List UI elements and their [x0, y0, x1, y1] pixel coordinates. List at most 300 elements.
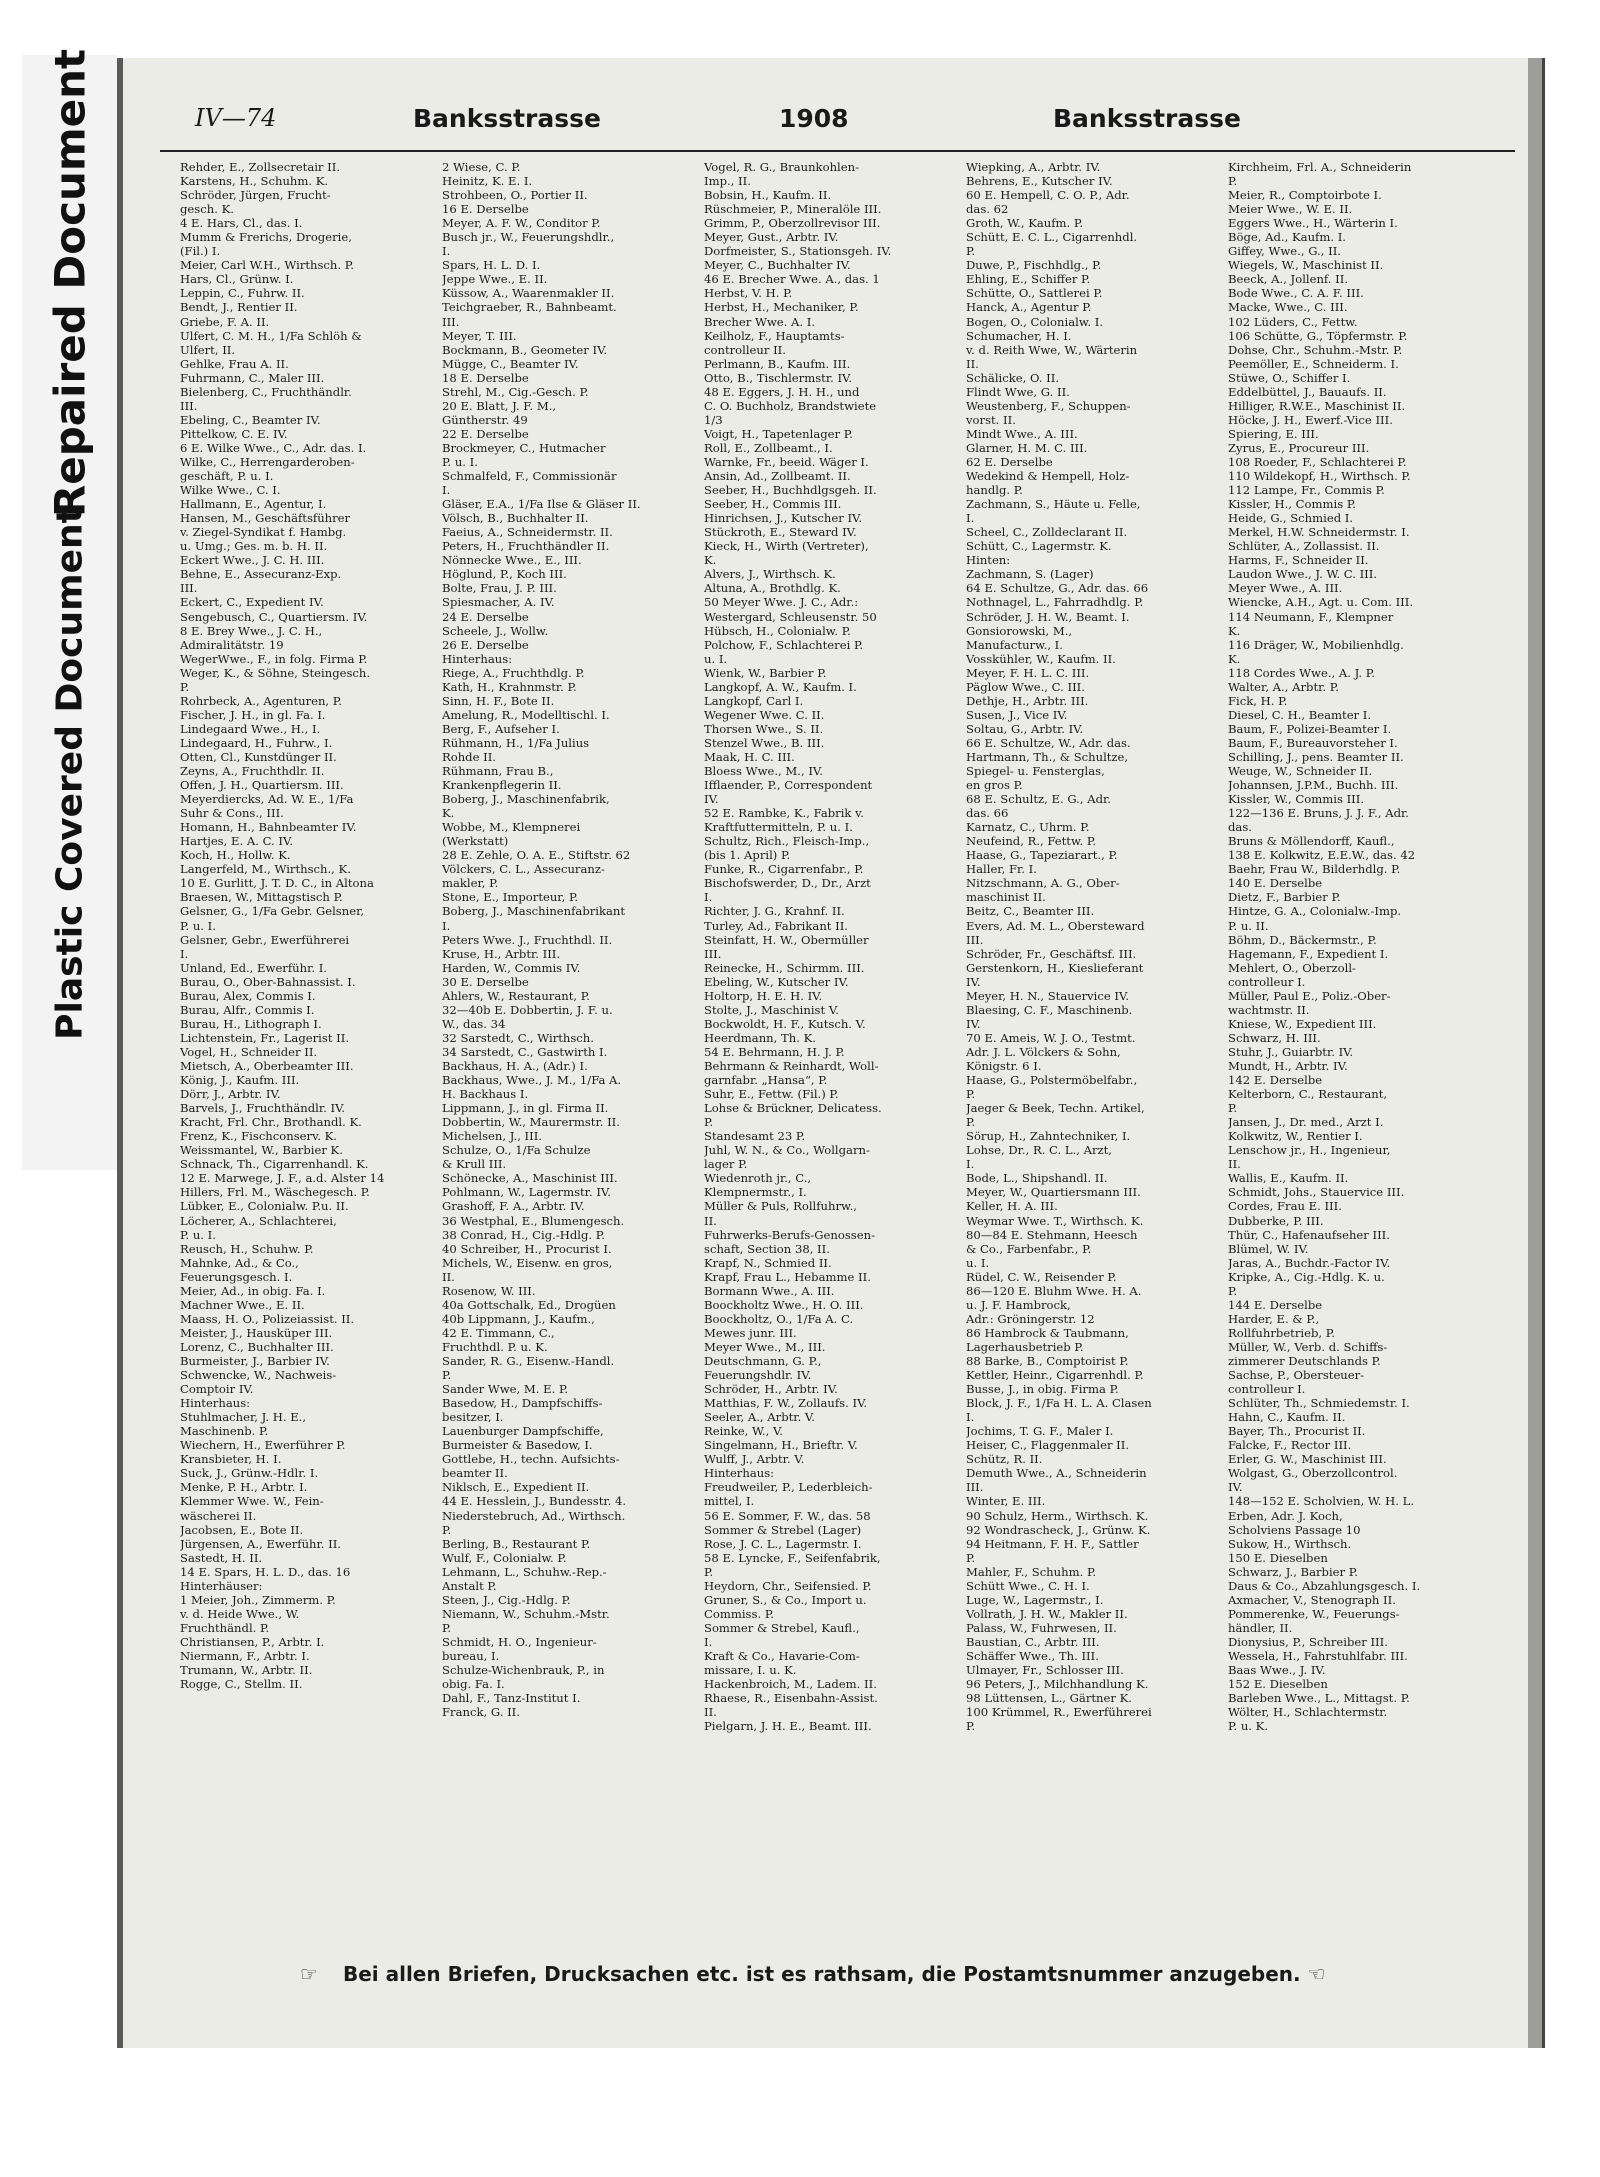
- directory-entry-line: Bogen, O., Colonialw. I.: [966, 314, 1104, 329]
- plastic-covered-label: Plastic Covered Document: [49, 505, 90, 1040]
- directory-entry-line: 30 E. Derselbe: [442, 974, 529, 989]
- directory-entry-line: Fick, H. P.: [1228, 693, 1288, 708]
- directory-entry-line: Hinterhaus:: [442, 651, 513, 666]
- directory-entry-line: Berg, F., Aufseher I.: [442, 721, 560, 736]
- directory-entry-line: Sander, R. G., Eisenw.-Handl.: [442, 1353, 615, 1368]
- directory-entry-line: Kraftfuttermitteln, P. u. I.: [704, 820, 853, 835]
- directory-entry-line: Wilke, C., Herrengarderoben-: [180, 454, 355, 469]
- directory-entry-line: Hinterhaus:: [704, 1466, 775, 1481]
- directory-entry-line: Hallmann, E., Agentur, I.: [180, 497, 327, 512]
- directory-entry-line: Scholviens Passage 10: [1228, 1522, 1361, 1537]
- directory-entry-line: 148—152 E. Scholvien, W. H. L.: [1228, 1494, 1415, 1509]
- directory-entry-line: Laudon Wwe., J. W. C. III.: [1228, 567, 1378, 582]
- directory-entry-line: Manufacturw., I.: [966, 637, 1063, 652]
- directory-entry-line: Boberg, J., Maschinenfabrik,: [442, 792, 610, 807]
- directory-entry-line: Wölter, H., Schlachtermstr.: [1228, 1705, 1388, 1720]
- directory-entry-line: Scheel, C., Zolldeclarant II.: [966, 525, 1128, 540]
- directory-entry-line: makler, P.: [442, 876, 499, 891]
- directory-entry-line: Behrmann & Reinhardt, Woll-: [704, 1059, 879, 1073]
- directory-entry-line: II.: [1228, 1157, 1241, 1172]
- directory-entry-line: 8 E. Brey Wwe., J. C. H.,: [180, 623, 323, 638]
- directory-entry-line: Christiansen, P., Arbtr. I.: [180, 1634, 325, 1649]
- directory-entry-line: 32—40b E. Dobbertin, J. F. u.: [442, 1002, 613, 1017]
- directory-entry-line: Mietsch, A., Oberbeamter III.: [180, 1059, 354, 1073]
- directory-entry-line: Königstr. 6 I.: [966, 1059, 1042, 1073]
- directory-entry-line: III.: [180, 581, 198, 596]
- directory-entry-line: Schlüter, A., Zollassist. II.: [1228, 539, 1380, 554]
- directory-entry-line: Hackenbroich, M., Ladem. II.: [704, 1677, 877, 1692]
- directory-entry-line: Dubberke, P. III.: [1228, 1213, 1324, 1228]
- directory-entry-line: I.: [704, 890, 713, 905]
- directory-entry-line: (Fil.) I.: [180, 244, 221, 259]
- directory-entry-line: Kirchheim, Frl. A., Schneiderin: [1228, 160, 1412, 174]
- directory-entry-line: Hinterhäuser:: [180, 1578, 263, 1593]
- directory-entry-line: Rogge, C., Stellm. II.: [180, 1677, 303, 1692]
- directory-entry-line: Zeyns, A., Fruchthdlr. II.: [180, 764, 325, 779]
- directory-entry-line: Rose, J. C. L., Lagermstr. I.: [704, 1536, 862, 1551]
- directory-entry-line: Höglund, P., Koch III.: [442, 567, 567, 582]
- directory-entry-line: Schütt, C., Lagermstr. K.: [966, 539, 1112, 554]
- directory-entry-line: Meister, J., Hausküper III.: [180, 1325, 333, 1340]
- directory-entry-line: 86—120 E. Bluhm Wwe. H. A.: [966, 1283, 1142, 1298]
- directory-entry-line: 110 Wildekopf, H., Wirthsch. P.: [1228, 469, 1411, 484]
- directory-entry-line: Krapf, Frau L., Hebamme II.: [704, 1269, 871, 1284]
- directory-entry-line: Lichtenstein, Fr., Lagerist II.: [180, 1030, 350, 1045]
- directory-entry-line: bureau, I.: [442, 1648, 500, 1663]
- directory-entry-line: Scheele, J., Wollw.: [442, 623, 549, 638]
- directory-entry-line: Stolte, J., Maschinist V.: [704, 1002, 839, 1017]
- directory-entry-line: Rhaese, R., Eisenbahn-Assist.: [704, 1691, 878, 1706]
- directory-entry-line: Mahler, F., Schuhm. P.: [966, 1564, 1097, 1579]
- directory-entry-line: Lenschow jr., H., Ingenieur,: [1228, 1143, 1391, 1158]
- directory-entry-line: 20 E. Blatt, J. F. M.,: [442, 398, 557, 413]
- directory-entry-line: Wiegels, W., Maschinist II.: [1228, 258, 1384, 273]
- directory-entry-line: Pommerenke, W., Feuerungs-: [1228, 1606, 1400, 1621]
- directory-entry-line: Rollfuhrbetrieb, P.: [1228, 1325, 1335, 1340]
- directory-column-3: [704, 160, 960, 1940]
- directory-entry-line: Wienk, W., Barbier P.: [704, 665, 827, 680]
- directory-entry-line: Hahn, C., Kaufm. II.: [1228, 1410, 1346, 1425]
- directory-entry-line: Admiralitätstr. 19: [180, 637, 284, 652]
- directory-entry-line: Falcke, F., Rector III.: [1228, 1438, 1352, 1453]
- directory-entry-line: 118 Cordes Wwe., A. J. P.: [1228, 665, 1375, 680]
- directory-entry-line: lager P.: [704, 1157, 748, 1172]
- directory-entry-line: missare, I. u. K.: [704, 1663, 797, 1678]
- directory-entry-line: Backhaus, H. A., (Adr.) I.: [442, 1059, 588, 1073]
- directory-entry-line: Otten, Cl., Kunstdünger II.: [180, 749, 337, 764]
- directory-entry-line: Mundt, H., Arbtr. IV.: [1228, 1059, 1348, 1073]
- directory-entry-line: Kraft & Co., Havarie-Com-: [704, 1648, 860, 1663]
- directory-entry-line: Perlmann, B., Kaufm. III.: [704, 356, 851, 371]
- directory-entry-line: maschinist II.: [966, 890, 1046, 905]
- directory-entry-line: Hars, Cl., Grünw. I.: [180, 272, 294, 287]
- directory-entry-line: Baum, F., Bureauvorsteher I.: [1228, 735, 1398, 750]
- directory-entry-line: Krapf, N., Schmied II.: [704, 1255, 832, 1270]
- directory-entry-line: Suck, J., Grünw.-Hdlr. I.: [180, 1466, 319, 1481]
- directory-entry-line: 26 E. Derselbe: [442, 637, 529, 652]
- directory-entry-line: III.: [704, 946, 722, 961]
- directory-entry-line: Jaeger & Beek, Techn. Artikel,: [966, 1101, 1145, 1116]
- directory-entry-line: II.: [704, 1213, 717, 1228]
- directory-entry-line: Ifflaender, P., Correspondent: [704, 778, 873, 793]
- directory-entry-line: Hilliger, R.W.E., Maschinist II.: [1228, 398, 1406, 413]
- directory-entry-line: Demuth Wwe., A., Schneiderin: [966, 1466, 1147, 1481]
- directory-entry-line: Pohlmann, W., Lagermstr. IV.: [442, 1185, 611, 1200]
- directory-entry-line: Kissler, W., Commis III.: [1228, 792, 1365, 807]
- directory-entry-line: Frenz, K., Fischconserv. K.: [180, 1129, 337, 1144]
- directory-entry-line: Weissmantel, W., Barbier K.: [180, 1143, 343, 1158]
- directory-entry-line: P. u. I.: [442, 454, 478, 469]
- directory-entry-line: Keilholz, F., Hauptamts-: [704, 328, 845, 343]
- directory-entry-line: Grimm, P., Oberzollrevisor III.: [704, 216, 881, 231]
- directory-entry-line: Gruner, S., & Co., Import u.: [704, 1592, 867, 1607]
- directory-entry-line: (bis 1. April) P.: [704, 848, 791, 863]
- directory-entry-line: Spars, H. L. D. I.: [442, 258, 541, 273]
- directory-entry-line: 62 E. Derselbe: [966, 454, 1053, 469]
- directory-entry-line: Lübker, E., Colonialw. P.u. II.: [180, 1199, 349, 1214]
- directory-entry-line: Langkopf, Carl I.: [704, 693, 804, 708]
- directory-entry-line: I.: [966, 1157, 975, 1172]
- directory-entry-line: 80—84 E. Stehmann, Heesch: [966, 1227, 1138, 1242]
- directory-entry-line: Hinrichsen, J., Kutscher IV.: [704, 511, 863, 526]
- directory-entry-line: Polchow, F., Schlachterei P.: [704, 637, 864, 652]
- directory-entry-line: Wolgast, G., Oberzollcontrol.: [1228, 1466, 1398, 1481]
- directory-entry-line: obig. Fa. I.: [442, 1677, 505, 1692]
- directory-entry-line: Altuna, A., Brothdlg. K.: [704, 581, 841, 596]
- directory-entry-line: Gonsiorowski, M.,: [966, 623, 1073, 638]
- directory-entry-line: 32 Sarstedt, C., Wirthsch.: [442, 1030, 594, 1045]
- directory-entry-line: 4 E. Hars, Cl., das. I.: [180, 216, 303, 231]
- directory-entry-line: P. u. II.: [1228, 918, 1269, 933]
- directory-entry-line: Vollrath, J. H. W., Makler II.: [966, 1606, 1128, 1621]
- directory-entry-line: Schütte, O., Sattlerei P.: [966, 286, 1103, 301]
- directory-entry-line: Freudweiler, P., Lederbleich-: [704, 1480, 873, 1495]
- directory-entry-line: Dorfmeister, S., Stationsgeh. IV.: [704, 244, 892, 259]
- directory-entry-line: Wedekind & Hempell, Holz-: [966, 469, 1130, 484]
- directory-entry-line: Michelsen, J., III.: [442, 1129, 542, 1144]
- directory-entry-line: 86 Hambrock & Taubmann,: [966, 1325, 1129, 1340]
- directory-entry-line: II.: [442, 1269, 455, 1284]
- directory-entry-line: Vogel, R. G., Braunkohlen-: [704, 160, 859, 174]
- directory-entry-line: 96 Peters, J., Milchhandlung K.: [966, 1677, 1149, 1692]
- directory-entry-line: gesch. K.: [180, 202, 234, 217]
- directory-entry-line: Löcherer, A., Schlachterei,: [180, 1213, 337, 1228]
- directory-entry-line: Nothnagel, L., Fahrradhdlg. P.: [966, 595, 1144, 610]
- directory-entry-line: Axmacher, V., Stenograph II.: [1228, 1592, 1396, 1607]
- directory-entry-line: 52 E. Rambke, K., Fabrik v.: [704, 806, 864, 821]
- directory-entry-line: 50 Meyer Wwe. J. C., Adr.:: [704, 595, 859, 610]
- directory-entry-line: Standesamt 23 P.: [704, 1129, 806, 1144]
- directory-entry-line: Holtorp, H. E. H. IV.: [704, 988, 823, 1003]
- directory-entry-line: Heiser, C., Flaggenmaler II.: [966, 1438, 1130, 1453]
- directory-entry-line: Otto, B., Tischlermstr. IV.: [704, 370, 853, 385]
- footer-text: Bei allen Briefen, Drucksachen etc. ist es rathsam, die Postamtsnummer anzugeben.: [342, 1962, 1301, 1986]
- directory-entry-line: Schnack, Th., Cigarrenhandl. K.: [180, 1157, 369, 1172]
- directory-entry-line: K.: [442, 806, 455, 821]
- directory-entry-line: Klemmer Wwe. W., Fein-: [180, 1494, 324, 1509]
- directory-entry-line: 2 Wiese, C. P.: [442, 160, 521, 174]
- directory-entry-line: Schwarz, H. III.: [1228, 1030, 1321, 1045]
- directory-entry-line: Eddelbüttel, J., Bauaufs. II.: [1228, 384, 1387, 399]
- directory-entry-line: geschäft, P. u. I.: [180, 469, 274, 484]
- directory-entry-line: Mügge, C., Beamter IV.: [442, 356, 579, 371]
- directory-entry-line: Baustian, C., Arbtr. III.: [966, 1634, 1100, 1649]
- directory-entry-line: P. u. K.: [1228, 1719, 1269, 1734]
- directory-entry-line: Hintze, G. A., Colonialw.-Imp.: [1228, 904, 1402, 919]
- directory-entry-line: Mumm & Frerichs, Drogerie,: [180, 230, 352, 245]
- directory-entry-line: Behne, E., Assecuranz-Exp.: [180, 567, 342, 582]
- directory-entry-line: Burau, Alfr., Commis I.: [180, 1002, 315, 1017]
- directory-entry-line: Busch jr., W., Feuerungshdlr.,: [442, 230, 615, 245]
- directory-entry-line: Schälicke, O. II.: [966, 370, 1060, 385]
- directory-entry-line: u. Umg.; Ges. m. b. H. II.: [180, 539, 328, 554]
- directory-entry-line: Ebeling, C., Beamter IV.: [180, 412, 321, 427]
- directory-entry-line: Gerstenkorn, H., Kieslieferant: [966, 960, 1144, 975]
- directory-entry-line: u. J. F. Hambrock,: [966, 1297, 1071, 1312]
- directory-entry-line: v. d. Heide Wwe., W.: [180, 1606, 300, 1621]
- directory-entry-line: Bockmann, B., Geometer IV.: [442, 342, 608, 357]
- directory-entry-line: Schultz, Rich., Fleisch-Imp.,: [704, 834, 870, 849]
- directory-entry-line: Meyer, A. F. W., Conditor P.: [442, 216, 601, 231]
- directory-entry-line: Kruse, H., Arbtr. III.: [442, 946, 561, 961]
- directory-entry-line: Barvels, J., Fruchthändlr. IV.: [180, 1101, 346, 1116]
- directory-entry-line: Herbst, V. H. P.: [704, 286, 793, 301]
- directory-entry-line: controlleur I.: [1228, 974, 1306, 989]
- directory-entry-line: Hansen, M., Geschäftsführer: [180, 511, 351, 526]
- directory-entry-line: Baum, F., Polizei-Beamter I.: [1228, 721, 1392, 736]
- directory-entry-line: v. d. Reith Wwe, W., Wärterin: [966, 342, 1138, 357]
- directory-entry-line: Dietz, F., Barbier P.: [1228, 890, 1341, 905]
- directory-entry-line: Müller, Paul E., Poliz.-Ober-: [1228, 988, 1391, 1003]
- directory-entry-line: H. Backhaus I.: [442, 1087, 529, 1102]
- directory-entry-line: Erben, Adr. J. Koch,: [1228, 1508, 1343, 1523]
- directory-entry-line: Hillers, Frl. M., Wäschegesch. P.: [180, 1185, 370, 1200]
- directory-entry-line: Jaras, A., Buchdr.-Factor IV.: [1228, 1255, 1391, 1270]
- directory-entry-line: Schulze-Wichenbrauk, P., in: [442, 1663, 605, 1678]
- directory-entry-line: Sengebusch, C., Quartiersm. IV.: [180, 609, 368, 624]
- directory-entry-line: 34 Sarstedt, C., Gastwirth I.: [442, 1044, 608, 1059]
- directory-entry-line: Wiechern, H., Ewerführer P.: [180, 1438, 346, 1453]
- directory-entry-line: wachtmstr. II.: [1228, 1002, 1310, 1017]
- directory-entry-line: 150 E. Dieselben: [1228, 1550, 1328, 1565]
- directory-entry-line: Eckert Wwe., J. C. H. III.: [180, 553, 325, 568]
- directory-entry-line: Heydorn, Chr., Seifensied. P.: [704, 1578, 872, 1593]
- directory-entry-line: Nitzschmann, A. G., Ober-: [966, 876, 1120, 891]
- directory-entry-line: Meier, R., Comptoirbote I.: [1228, 188, 1382, 203]
- directory-entry-line: (Werkstatt): [442, 834, 509, 849]
- directory-entry-line: Pittelkow, C. E. IV.: [180, 426, 288, 441]
- directory-entry-line: Juhl, W. N., & Co., Wollgarn-: [704, 1143, 870, 1158]
- year: 1908: [779, 104, 849, 133]
- directory-entry-line: Soltau, G., Arbtr. IV.: [966, 721, 1084, 736]
- directory-entry-line: Block, J. F., 1/Fa H. L. A. Clasen: [966, 1396, 1152, 1411]
- directory-entry-line: Adr.: Gröningerstr. 12: [966, 1311, 1095, 1326]
- directory-entry-line: Weymar Wwe. T., Wirthsch. K.: [966, 1213, 1144, 1228]
- directory-entry-line: Ulmayer, Fr., Schlosser III.: [966, 1663, 1124, 1678]
- directory-entry-line: Kolkwitz, W., Rentier I.: [1228, 1129, 1363, 1144]
- directory-entry-line: Burau, Alex, Commis I.: [180, 988, 316, 1003]
- directory-entry-line: Maak, H. C. III.: [704, 749, 795, 764]
- directory-entry-line: König, J., Kaufm. III.: [180, 1073, 300, 1088]
- directory-entry-line: I.: [442, 483, 451, 498]
- directory-entry-line: Peters, H., Fruchthändler II.: [442, 539, 610, 554]
- directory-entry-line: garnfabr. „Hansa“, P.: [704, 1073, 828, 1088]
- directory-entry-line: das. 66: [966, 806, 1009, 821]
- directory-entry-line: 48 E. Eggers, J. H. H., und: [704, 384, 860, 399]
- directory-entry-line: Meyer Wwe., A. III.: [1228, 581, 1343, 596]
- directory-entry-line: Dohse, Chr., Schuhm.-Mstr. P.: [1228, 342, 1403, 357]
- directory-entry-line: Cordes, Frau E. III.: [1228, 1199, 1342, 1214]
- directory-entry-line: Reinke, W., V.: [704, 1424, 783, 1439]
- directory-entry-line: 40 Schreiber, H., Procurist I.: [442, 1241, 612, 1256]
- directory-entry-line: Spiering, E. III.: [1228, 426, 1319, 441]
- directory-entry-line: Comptoir IV.: [180, 1382, 254, 1397]
- directory-entry-line: Thür, C., Hafenaufseher III.: [1228, 1227, 1390, 1242]
- directory-entry-line: u. I.: [704, 651, 728, 666]
- directory-entry-line: Feuerungshdlr. IV.: [704, 1368, 812, 1383]
- directory-entry-line: P.: [966, 244, 976, 259]
- directory-entry-line: II.: [704, 1705, 717, 1720]
- directory-entry-line: Jürgensen, A., Ewerführ. II.: [180, 1536, 341, 1551]
- directory-entry-line: Sander Wwe, M. E. P.: [442, 1382, 569, 1397]
- directory-entry-line: 18 E. Derselbe: [442, 370, 529, 385]
- directory-entry-line: III.: [966, 1480, 984, 1495]
- directory-entry-line: Eggers Wwe., H., Wärterin I.: [1228, 216, 1398, 231]
- directory-entry-line: Zachmann, S. (Lager): [966, 567, 1094, 582]
- directory-entry-line: Offen, J. H., Quartiersm. III.: [180, 778, 344, 793]
- directory-entry-line: Hinterhaus:: [180, 1396, 251, 1411]
- directory-entry-line: Völckers, C. L., Assecuranz-: [442, 862, 605, 877]
- street-name-left: Banksstrasse: [413, 104, 601, 133]
- directory-entry-line: Leppin, C., Fuhrw. II.: [180, 286, 305, 301]
- directory-entry-line: Gottlebe, H., techn. Aufsichts-: [442, 1452, 620, 1467]
- directory-entry-line: Faeius, A., Schneidermstr. II.: [442, 525, 613, 540]
- directory-column-4: [966, 160, 1222, 1940]
- directory-entry-line: Langerfeld, M., Wirthsch., K.: [180, 862, 351, 877]
- directory-entry-line: Warnke, Fr., beeid. Wäger I.: [704, 454, 869, 469]
- directory-entry-line: Rühmann, H., 1/Fa Julius: [442, 735, 590, 750]
- directory-entry-line: Fruchthändl. P.: [180, 1620, 270, 1635]
- directory-entry-line: Jeppe Wwe., E. II.: [442, 272, 548, 287]
- directory-entry-line: Bobsin, H., Kaufm. II.: [704, 188, 832, 203]
- directory-entry-line: Schütt Wwe., C. H. I.: [966, 1578, 1090, 1593]
- directory-entry-line: Lippmann, J., in gl. Firma II.: [442, 1101, 609, 1116]
- pointing-hand-left-icon: ☜: [1307, 1962, 1326, 1986]
- directory-entry-line: handlg. P.: [966, 483, 1023, 498]
- directory-entry-line: Barleben Wwe., L., Mittagst. P.: [1228, 1691, 1410, 1706]
- directory-entry-line: P.: [966, 1550, 976, 1565]
- directory-entry-line: Wulff, J., Arbtr. V.: [704, 1452, 805, 1467]
- directory-entry-line: P.: [704, 1115, 714, 1130]
- directory-entry-line: 90 Schulz, Herm., Wirthsch. K.: [966, 1508, 1149, 1523]
- directory-entry-line: Maass, H. O., Polizeiassist. II.: [180, 1311, 355, 1326]
- directory-entry-line: Meyer, T. III.: [442, 328, 517, 343]
- directory-entry-line: Lehmann, L., Schuhw.-Rep.-: [442, 1564, 607, 1579]
- directory-entry-line: Duwe, P., Fischhdlg., P.: [966, 258, 1102, 273]
- directory-entry-line: Lorenz, C., Buchhalter III.: [180, 1339, 334, 1354]
- directory-entry-line: beamter II.: [442, 1466, 508, 1481]
- directory-entry-line: vorst. II.: [966, 412, 1016, 427]
- directory-entry-line: Rüdel, C. W., Reisender P.: [966, 1269, 1117, 1284]
- directory-entry-line: 12 E. Marwege, J. F., a.d. Alster 14: [180, 1171, 385, 1186]
- directory-entry-line: Luge, W., Lagermstr., I.: [966, 1592, 1104, 1607]
- directory-entry-line: I.: [966, 511, 975, 526]
- directory-entry-line: Schlüter, Th., Schmiedemstr. I.: [1228, 1396, 1410, 1411]
- directory-entry-line: Suhr, E., Fettw. (Fil.) P.: [704, 1087, 839, 1102]
- directory-entry-line: Voigt, H., Tapetenlager P.: [704, 426, 853, 441]
- directory-entry-line: wäscherei II.: [180, 1508, 257, 1523]
- directory-entry-line: Stuhlmacher, J. H. E.,: [180, 1410, 307, 1425]
- directory-entry-line: Bode, L., Shipshandl. II.: [966, 1171, 1108, 1186]
- directory-entry-line: 102 Lüders, C., Fettw.: [1228, 314, 1358, 329]
- directory-entry-line: Kissler, H., Commis P.: [1228, 497, 1356, 512]
- directory-entry-line: P.: [180, 679, 190, 694]
- directory-entry-line: Ehling, E., Schiffer P.: [966, 272, 1091, 287]
- directory-entry-line: Stone, E., Importeur, P.: [442, 890, 579, 905]
- directory-entry-line: Meyer, F. H. L. C. III.: [966, 665, 1090, 680]
- directory-entry-line: III.: [180, 398, 198, 413]
- directory-entry-line: 36 Westphal, E., Blumengesch.: [442, 1213, 625, 1228]
- directory-entry-line: Böhm, D., Bäckermstr., P.: [1228, 932, 1377, 947]
- directory-entry-line: 116 Dräger, W., Mobilienhdlg.: [1228, 637, 1404, 652]
- directory-entry-line: 144 E. Derselbe: [1228, 1297, 1323, 1312]
- directory-entry-line: P. u. I.: [180, 918, 216, 933]
- directory-entry-line: Harms, F., Schneider II.: [1228, 553, 1369, 568]
- directory-entry-line: Ebeling, W., Kutscher IV.: [704, 974, 849, 989]
- directory-entry-line: Michels, W., Eisenw. en gros,: [442, 1255, 613, 1270]
- directory-entry-line: Meyer, H. N., Stauervice IV.: [966, 988, 1130, 1003]
- directory-entry-line: 28 E. Zehle, O. A. E., Stiftstr. 62: [442, 848, 631, 863]
- directory-entry-line: Meyer Wwe., M., III.: [704, 1339, 826, 1354]
- directory-entry-line: 10 E. Gurlitt, J. T. D. C., in Altona: [180, 876, 374, 891]
- directory-entry-line: Niklsch, E., Expedient II.: [442, 1480, 590, 1495]
- directory-entry-line: Funke, R., Cigarrenfabr., P.: [704, 862, 864, 877]
- directory-entry-line: Heerdmann, Th. K.: [704, 1030, 816, 1045]
- directory-entry-line: Wessela, H., Fahrstuhlfabr. III.: [1228, 1648, 1408, 1663]
- directory-entry-line: 16 E. Derselbe: [442, 202, 529, 217]
- page-edge-line: [1542, 58, 1545, 2048]
- directory-entry-line: Bielenberg, C., Fruchthändlr.: [180, 384, 352, 399]
- directory-entry-line: Dörr, J., Arbtr. IV.: [180, 1087, 281, 1102]
- directory-entry-line: Harden, W., Commis IV.: [442, 960, 581, 975]
- directory-entry-line: händler, II.: [1228, 1620, 1293, 1635]
- directory-entry-line: Burmeister & Basedow, I.: [442, 1438, 593, 1453]
- directory-entry-line: Deutschmann, G. P.,: [704, 1353, 822, 1368]
- footer-notice: [300, 1962, 1400, 1986]
- directory-entry-line: 64 E. Schultze, G., Adr. das. 66: [966, 581, 1149, 596]
- directory-entry-line: Rosenow, W. III.: [442, 1283, 536, 1298]
- directory-entry-line: Lindegaard, H., Fuhrw., I.: [180, 735, 333, 750]
- directory-entry-line: Lauenburger Dampfschiffe,: [442, 1424, 604, 1439]
- directory-entry-line: Meyer, Gust., Arbtr. IV.: [704, 230, 839, 245]
- directory-entry-line: I.: [966, 1410, 975, 1425]
- directory-entry-line: Behrens, E., Kutscher IV.: [966, 174, 1113, 189]
- directory-entry-line: Lindegaard Wwe., H., I.: [180, 721, 321, 736]
- directory-entry-line: Rohrbeck, A., Agenturen, P.: [180, 693, 342, 708]
- directory-entry-line: Commiss. P.: [704, 1606, 774, 1621]
- directory-entry-line: Boockholtz, O., 1/Fa A. C.: [704, 1311, 854, 1326]
- directory-entry-line: Zyrus, E., Procureur III.: [1228, 440, 1370, 455]
- directory-entry-line: Niederstebruch, Ad., Wirthsch.: [442, 1508, 626, 1523]
- directory-entry-line: 114 Neumann, F., Klempner: [1228, 609, 1394, 624]
- directory-entry-line: & Co., Farbenfabr., P.: [966, 1241, 1092, 1256]
- directory-entry-line: Völsch, B., Buchhalter II.: [442, 511, 589, 526]
- directory-entry-line: 6 E. Wilke Wwe., C., Adr. das. I.: [180, 440, 367, 455]
- directory-entry-line: Baehr, Frau W., Bilderhdlg. P.: [1228, 862, 1401, 877]
- directory-entry-line: 108 Roeder, F., Schlachterei P.: [1228, 454, 1407, 469]
- directory-entry-line: Glarner, H. M. C. III.: [966, 440, 1088, 455]
- directory-entry-line: W., das. 34: [442, 1016, 506, 1031]
